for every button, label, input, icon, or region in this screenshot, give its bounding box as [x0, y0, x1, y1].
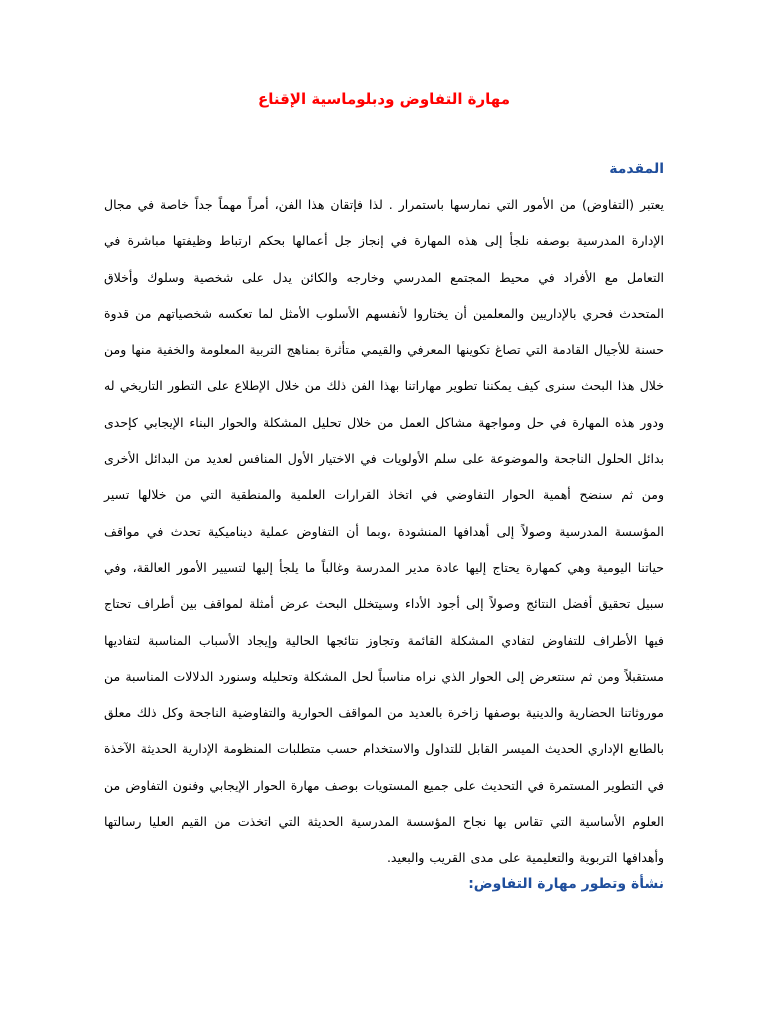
intro-heading: المقدمة: [609, 161, 664, 177]
intro-paragraph: يعتبر (التفاوض) من الأمور التي نمارسها باستمرار . لذا فإتقان هذا الفن، أمراً مهماً جداً خاصة في مجال الإدارة المدرسية بوصفه نلجأ إلى هذه المهارة في إنجاز جل أعمالها بحكم ارتباط وظيفتها مباشرة في التعامل مع الأفراد في محيط المجتمع المدرسي وخارجه والكائن يدل على شخصية وسلوك وأخلاق المتحدث فحري بالإداريين والمعلمين أن يختاروا لأنفسهم الأسلوب الأمثل لما تعكسه شخصياتهم من قدوة حسنة للأجيال القادمة التي تصاغ تكوينها المعرفي والقيمي متأثرة بمناهج التربية المعلومة والخفية منها ومن خلال هذا البحث سنرى كيف يمكننا تطوير مهاراتنا بهذا الفن ذلك من خلال الإطلاع على التطور التاريخي له ودور هذه المهارة في حل ومواجهة مشاكل العمل من خلال تحليل المشكلة والحوار البناء الإيجابي كإحدى بدائل الحلول الناجحة والموضوعة على سلم الأولويات في الاختيار الأول المنافس لعديد من البدائل الأخرى ومن ثم سنضح أهمية الحوار التفاوضي في اتخاذ القرارات العلمية والمنطقية التي من خلالها تسير المؤسسة المدرسية وصولاً إلى أهدافها المنشودة ،وبما أن التفاوض عملية ديناميكية تحدث في مواقف حياتنا اليومية وهي كمهارة يحتاج إليها عادة مدير المدرسة وغالباً ما يلجأ إليها لتسيير الأمور العالقة، وفي سبيل تحقيق أفضل النتائج وصولاً إلى أجود الأداء وسيتخلل البحث عرض أمثلة لمواقف بين أطراف تحتاج فيها الأطراف للتفاوض لتفادي المشكلة القائمة وتجاوز نتائجها الحالية وإيجاد الأسباب المناسبة لتفاديها مستقبلاً ومن ثم سنتعرض إلى الحوار الذي نراه مناسباً لحل المشكلة وتحليله وسنورد الدلالات المناسبة من موروثاتنا الحضارية والدينية بوصفها زاخرة بالعديد من المواقف الحوارية والتفاوضية الناجحة وكل ذلك معلق بالطابع الإداري الحديث الميسر القابل للتداول والاستخدام حسب متطلبات المنظومة الإدارية الحديثة الآخذة في التطوير المستمرة في التحديث على جميع المستويات بوصف مهارة الحوار الإيجابي وفنون التفاوض من العلوم الأساسية التي تقاس بها نجاح المؤسسة المدرسية الحديثة التي اتخذت من القيم العليا رسالتها وأهدافها التربوية والتعليمية على مدى القريب والبعيد.: [104, 197, 664, 866]
origin-heading: نشأة وتطور مهارة التفاوض:: [468, 876, 664, 892]
document-title: مهارة التفاوض ودبلوماسية الإقناع: [257, 90, 510, 108]
